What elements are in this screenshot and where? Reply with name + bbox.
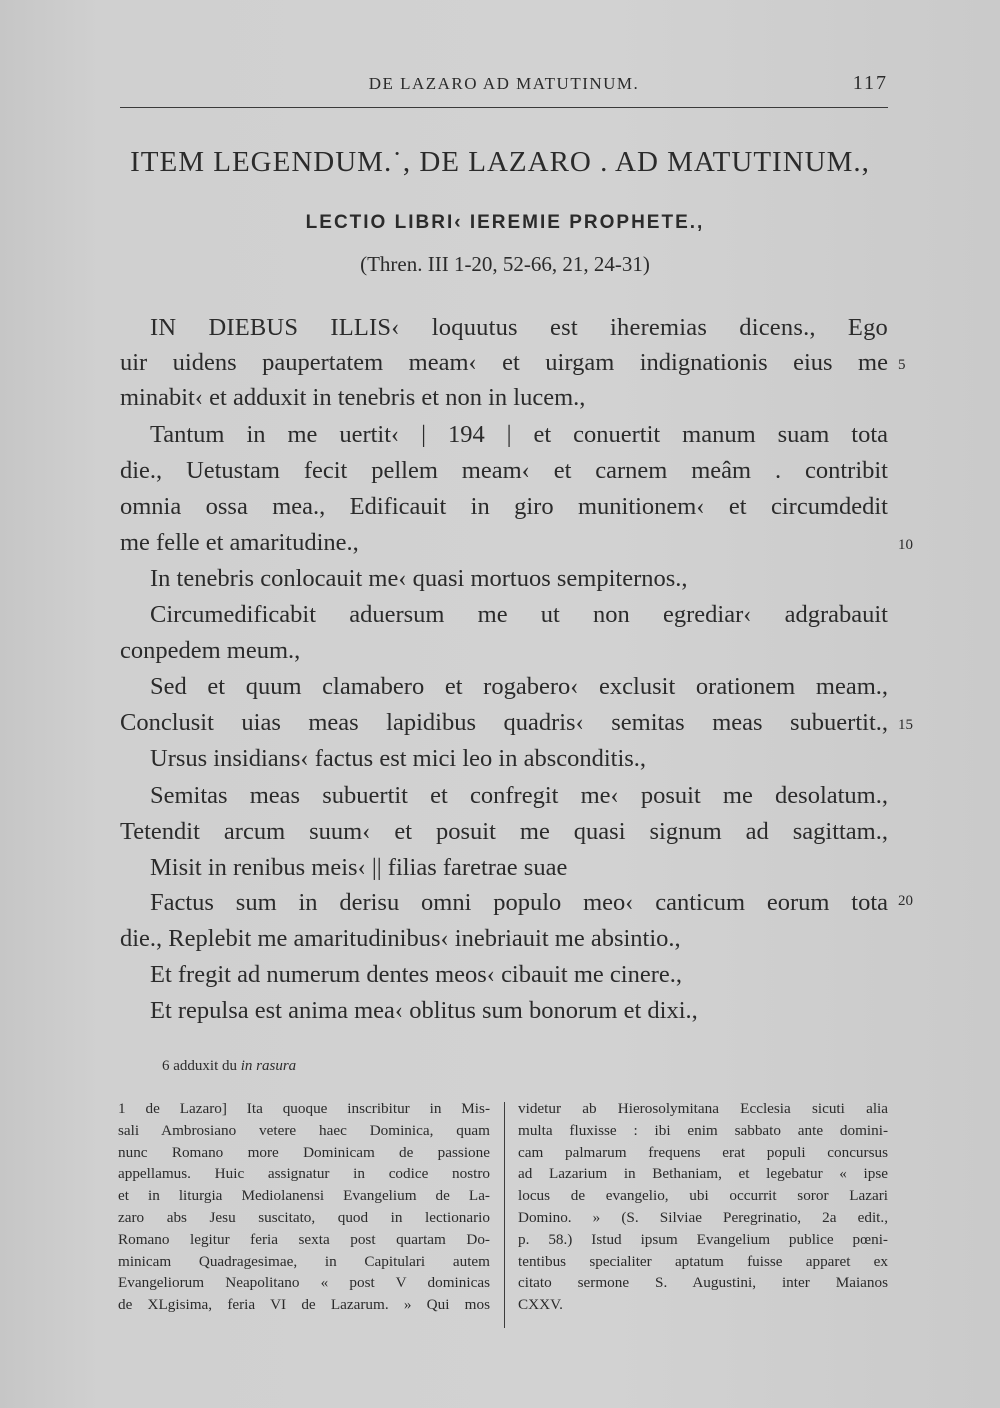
footnote-line: multa fluxisse : ibi enim sabbato ante domini- [518,1121,888,1139]
scripture-reference: (Thren. III 1-20, 52-66, 21, 24-31) [360,252,650,276]
footnote-line: sali Ambrosiano vetere haec Dominica, quam [118,1121,490,1139]
verse-line: Ursus insidians‹ factus est mici leo in absconditis., [150,745,647,772]
footnote-line: citato sermone S. Augustini, inter Maianos [518,1274,888,1292]
footnote-line: locus de evangelio, ubi occurrit soror Lazari [518,1187,888,1205]
verse-line: Tetendit arcum suum‹ et posuit me quasi signum ad sagittam., [120,818,888,845]
verse-line: IN DIEBUS ILLIS‹ loquutus est iheremias dicens., Ego [150,314,888,341]
lectio-title: LECTIO LIBRI‹ IEREMIE PROPHETE., [305,212,705,233]
footnote-line: ad Lazarium in Bethaniam, et legebatur « ipse [518,1165,888,1183]
footnote-line: et in liturgia Mediolanensi Evangelium de La- [118,1187,490,1205]
footnote-right-column [518,1098,888,1316]
verse-line: Sed et quum clamabero et rogabero‹ exclusit orationem meam., [150,673,888,700]
footnote-line: videtur ab Hierosolymitana Ecclesia sicuti alia [518,1100,888,1117]
line-number: 15 [898,717,913,733]
verse-line: In tenebris conlocauit me‹ quasi mortuos sempiternos., [150,565,688,592]
verse-line: Et fregit ad numerum dentes meos‹ cibauit me cinere., [150,961,683,988]
verse-line: Misit in renibus meis‹ || filias faretrae suae [150,854,568,881]
footnote-line: de XLgisima, feria VI de Lazarum. » Qui mos [118,1296,490,1314]
critical-apparatus [162,1058,296,1075]
footnote-line: Romano legitur feria sexta post quartam Do- [118,1230,490,1248]
footnote-line: zaro abs Jesu suscitato, quod in lectionario [118,1208,490,1226]
verse-line: Factus sum in derisu omni populo meo‹ canticum eorum tota [150,889,888,916]
page-number: 117 [852,72,888,94]
footnote-line: minicam Quadragesimae, in Capitulari autem [118,1252,490,1270]
footnote-line: 1 de Lazaro] Ita quoque inscribitur in Mis- [118,1100,490,1117]
verse-line: Tantum in me uertit‹ | 194 | et conuertit manum suam tota [150,421,888,448]
verse-line: Conclusit uias meas lapidibus quadris‹ semitas meas subuertit., [120,709,888,736]
footnote-line: nunc Romano more Dominicam de passione [118,1143,490,1161]
line-number: 10 [898,537,913,553]
footnote-line: p. 58.) Istud ipsum Evangelium publice pœni- [518,1230,888,1248]
verse-line: omnia ossa mea., Edificauit in giro munitionem‹ et circumdedit [120,493,888,520]
header-rule [120,107,888,108]
verse-line: Circumedificabit aduersum me ut non egrediar‹ adgrabauit [150,601,888,628]
footnote-line: appellamus. Huic assignatur in codice nostro [118,1165,490,1183]
verse-line: die., Uetustam fecit pellem meam‹ et carnem meâm . contribit [120,457,888,484]
running-title: DE LAZARO AD MATUTINUM. [368,74,640,93]
line-number: 20 [898,893,913,909]
verse-line: conpedem meum., [120,637,301,664]
verse-line: Semitas meas subuertit et confregit me‹ posuit me desolatum., [150,782,888,809]
verse-line: die., Replebit me amaritudinibus‹ inebriauit me absintio., [120,925,681,952]
running-header [120,70,888,104]
apparatus-italic: in rasura [240,1058,297,1074]
footnote-line: cam palmarum frequens erat populi concursus [518,1143,888,1161]
verse-line: Et repulsa est anima mea‹ oblitus sum bonorum et dixi., [150,997,698,1024]
footnote-line: CXXV. [518,1296,563,1314]
verse-line: minabit‹ et adduxit in tenebris et non in lucem., [120,384,586,411]
footnote-line: tentibus specialiter aptatum fuisse apparet ex [518,1252,888,1270]
apparatus-text: 6 adduxit du [162,1058,237,1074]
section-title: ITEM LEGENDUM.˙, DE LAZARO . AD MATUTINUM., [130,146,870,178]
verse-line: uir uidens paupertatem meam‹ et uirgam indignationis eius me [120,349,888,376]
footnote-left-column [118,1098,490,1316]
footnote-line: Domino. » (S. Silviae Peregrinatio, 2a edit., [518,1208,888,1226]
line-number: 5 [898,357,906,373]
column-divider [504,1102,505,1328]
verse-line: me felle et amaritudine., [120,529,359,556]
footnote-line: Evangeliorum Neapolitano « post V dominicas [118,1274,490,1292]
